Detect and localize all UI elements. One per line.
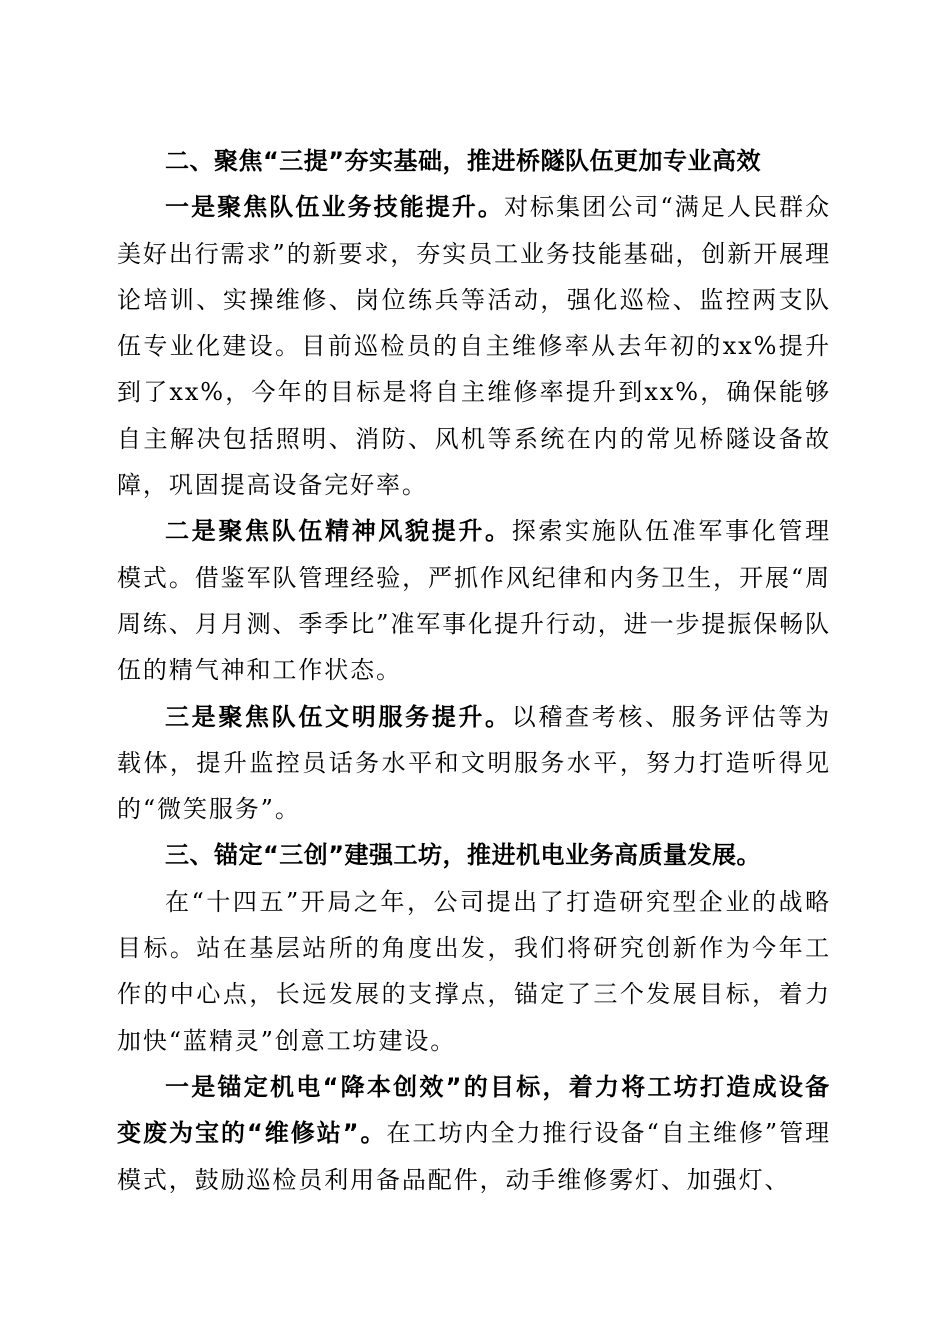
paragraph-text: 在工坊内全力推行设备“自主维修”管理模式，鼓励巡检员利用备品配件，动手维修雾灯、加强灯、 <box>117 1119 831 1194</box>
paragraph-lead: 一是锚定机电“降本创效”的目标，着力将工坊打造成设备变废为宝的“维修站”。 <box>117 1072 831 1148</box>
paragraph-text: 对标集团公司“满足人民群众美好出行需求”的新要求，夯实员工业务技能基础，创新开展理论培训、实操维修、岗位练兵等活动，强化巡检、监控两支队伍专业化建设。目前巡检员的自主维修率从去年初的xx%提升到了xx%，今年的目标是将自主维修率提升到xx%，确保能够自主解决包括照明、消防、风机等系统在内的常见桥隧设备故障，巩固提高设备完好率。 <box>117 193 831 500</box>
section-heading-two: 二、聚焦“三提”夯实基础，推进桥隧队伍更加专业高效 <box>165 147 762 175</box>
paragraph-service <box>117 694 831 833</box>
paragraph-lead: 三是聚焦队伍文明服务提升。 <box>165 702 512 731</box>
paragraph-text: 以稽查考核、服务评估等为载体，提升监控员话务水平和文明服务水平，努力打造听得见的“微笑服务”。 <box>117 702 831 824</box>
paragraph-lead: 二是聚焦队伍精神风貌提升。 <box>165 517 512 546</box>
paragraph-skills <box>117 184 831 508</box>
paragraph-lead: 一是聚焦队伍业务技能提升。 <box>165 193 504 222</box>
paragraph-text: 探索实施队伍准军事化管理模式。借鉴军队管理经验，严抓作风纪律和内务卫生，开展“周周练、月月测、季季比”准军事化提升行动，进一步提振保畅队伍的精气神和工作状态。 <box>117 517 831 685</box>
document-body <box>117 138 831 1203</box>
section-heading-three: 三、锚定“三创”建强工坊，推进机电业务高质量发展。 <box>165 841 762 870</box>
paragraph-cost-saving <box>117 1064 831 1203</box>
paragraph-intro: 在“十四五”开局之年，公司提出了打造研究型企业的战略目标。站在基层站所的角度出发，我们将研究创新作为今年工作的中心点，长远发展的支撑点，锚定了三个发展目标，着力加快“蓝精灵”创意工坊建设。 <box>117 887 831 1055</box>
paragraph-morale <box>117 508 831 693</box>
